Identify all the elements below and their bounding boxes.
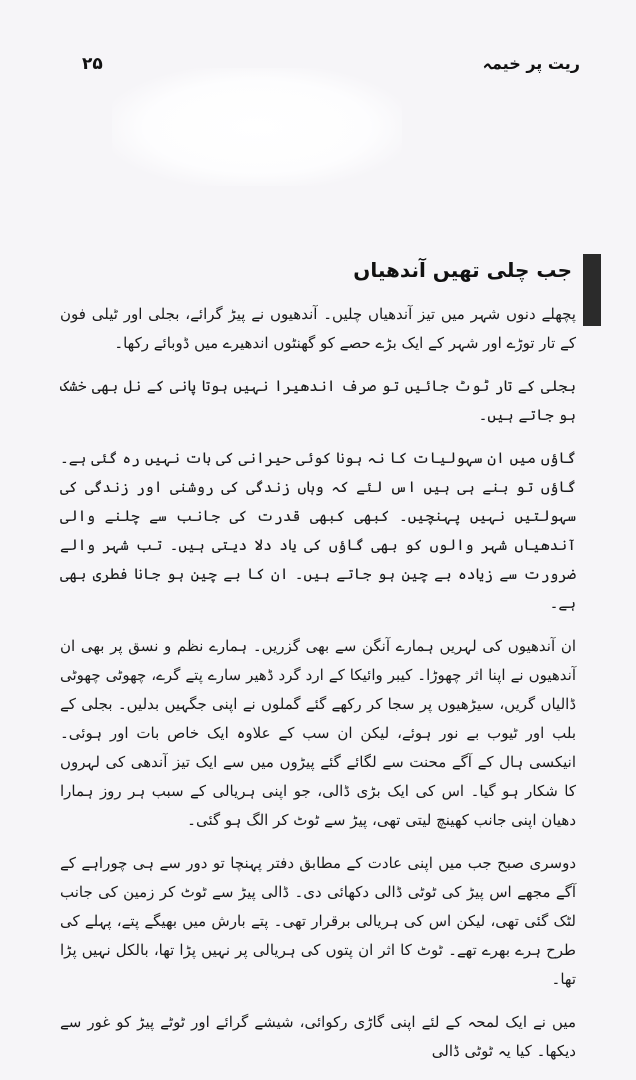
paragraph: دوسری صبح جب میں اپنی عادت کے مطابق دفتر پہنچا تو دور سے ہی چوراہے کے آگے مجھے اس پیڑ کی ٹوٹی ڈالی دکھائی دی۔ ڈالی پیڑ سے ٹوٹ کر زمین کی جانب لٹک گئی تھی، لیکن اس کی ہریالی برقرار تھی۔ پتے بارش میں بھیگے پتے، پہلے کی طرح ہرے بھرے تھے۔ ٹوٹ کا اثر ان پتوں کی ہریالی پر نہیں پڑا تھا، بالکل نہیں پڑا تھا۔ <box>60 854 576 988</box>
redacted-area <box>112 68 402 186</box>
paragraph: بجلی کے تار ٹوٹ جائیں تو صرف اندھیرا نہیں ہوتا پانی کے نل بھی خشک ہو جاتے ہیں۔ <box>60 377 576 424</box>
section-marker-bar <box>583 254 601 326</box>
paragraph: گاؤں میں ان سہولیات کا نہ ہونا کوئی حیرانی کی بات نہیں رہ گئی ہے۔ گاؤں تو بنے ہی ہیں اس لئے کہ وہاں زندگی کی روشنی اور زندگی کی سہولتیں نہیں پہنچیں۔ کبھی کبھی قدرت کی جانب سے چلنے والی آندھیاں شہر والوں کو بھی گاؤں کی یاد دلا دیتی ہیں۔ تب شہر والے ضرورت سے زیادہ بے چین ہو جاتے ہیں۔ ان کا بے چین ہو جانا فطری بھی ہے۔ <box>60 449 576 612</box>
paragraph: پچھلے دنوں شہر میں تیز آندھیاں چلیں۔ آندھیوں نے پیڑ گرائے، بجلی اور ٹیلی فون کے تار توڑے اور شہر کے ایک بڑے حصے کو گھنٹوں اندھیرے میں ڈوبائے رکھا۔ <box>60 305 576 352</box>
page-number: ۲۵ <box>82 54 103 74</box>
section-title: جب چلی تھیں آندھیاں <box>353 258 572 282</box>
paragraph: میں نے ایک لمحہ کے لئے اپنی گاڑی رکوائی، شیشے گرائے اور ٹوٹے پیڑ کو غور سے دیکھا۔ کیا یہ ٹوٹی ڈالی <box>60 1013 576 1060</box>
article-body <box>60 300 576 1080</box>
paragraph: ان آندھیوں کی لہریں ہمارے آنگن سے بھی گزریں۔ ہمارے نظم و نسق پر بھی ان آندھیوں نے اپنا اثر چھوڑا۔ کیبر وائیکا کے ارد گرد ڈھیر سارے پتے گرے، چھوٹی چھوٹی ڈالیاں گریں، سیڑھیوں پر سجا کر رکھے گئے گملوں نے اپنی جگہیں بدلیں۔ بجلی کے بلب اور ٹیوب بے نور ہوئے، لیکن ان سب کے علاوہ ایک خاص بات اور ہوئی۔ انیکسی ہال کے آگے محنت سے لگائے گئے پیڑوں میں سے ایک تیز آندھی کی لہروں کا شکار ہو گیا۔ اس کی ایک بڑی ڈالی، جو اپنی ہریالی کے سبب ہر روز ہمارا دھیان اپنی جانب کھینچ لیتی تھی، پیڑ سے ٹوٹ کر الگ ہو گئی۔ <box>60 637 576 829</box>
running-title: ریت پر خیمہ <box>482 54 580 73</box>
